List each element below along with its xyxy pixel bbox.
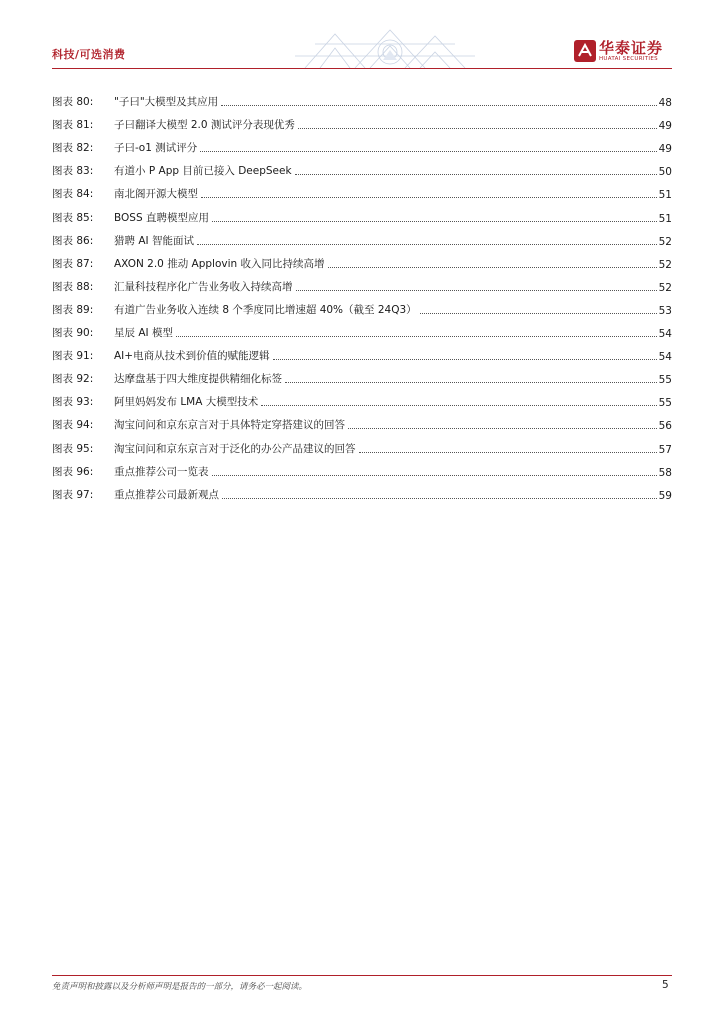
toc-figure-title: 子曰翻译大模型 2.0 测试评分表现优秀 bbox=[114, 119, 295, 132]
toc-figure-number: 图表 82: bbox=[52, 142, 94, 155]
toc-dot-leader bbox=[328, 267, 657, 268]
toc-figure-number: 图表 83: bbox=[52, 165, 94, 178]
toc-page-number: 51 bbox=[658, 212, 672, 225]
footer-disclaimer: 免责声明和披露以及分析师声明是报告的一部分，请务必一起阅读。 bbox=[52, 982, 308, 992]
toc-entry[interactable] bbox=[52, 409, 672, 432]
toc-page-number: 56 bbox=[658, 420, 672, 433]
toc-page-number: 57 bbox=[658, 443, 672, 456]
toc-figure-title: 阿里妈妈发布 LMA 大模型技术 bbox=[114, 396, 259, 409]
toc-page-number: 55 bbox=[658, 374, 672, 387]
toc-entry[interactable] bbox=[52, 178, 672, 201]
toc-entry[interactable] bbox=[52, 271, 672, 294]
toc-figure-number: 图表 95: bbox=[52, 442, 94, 455]
toc-figure-number: 图表 81: bbox=[52, 119, 94, 132]
logo-text-cn: 华泰证券 bbox=[599, 39, 664, 57]
toc-page-number: 59 bbox=[658, 489, 672, 502]
toc-page-number: 54 bbox=[658, 351, 672, 364]
figure-list bbox=[52, 86, 672, 502]
toc-entry[interactable] bbox=[52, 248, 672, 271]
toc-figure-number: 图表 97: bbox=[52, 488, 94, 501]
toc-figure-title: 星辰 AI 模型 bbox=[114, 327, 173, 340]
logo-text-en: HUATAI SECURITIES bbox=[599, 56, 658, 62]
toc-entry[interactable] bbox=[52, 225, 672, 248]
toc-dot-leader bbox=[359, 452, 657, 453]
toc-figure-title: AI+电商从技术到价值的赋能逻辑 bbox=[114, 350, 270, 363]
toc-dot-leader bbox=[222, 498, 657, 499]
toc-figure-number: 图表 96: bbox=[52, 465, 94, 478]
toc-entry[interactable] bbox=[52, 432, 672, 455]
toc-dot-leader bbox=[348, 428, 657, 429]
toc-entry[interactable] bbox=[52, 294, 672, 317]
toc-figure-number: 图表 91: bbox=[52, 350, 94, 363]
toc-figure-title: 南北阁开源大模型 bbox=[114, 188, 198, 201]
toc-dot-leader bbox=[296, 290, 657, 291]
toc-dot-leader bbox=[295, 174, 657, 175]
toc-figure-title: 淘宝问问和京东京言对于泛化的办公产品建议的回答 bbox=[114, 442, 356, 455]
toc-figure-number: 图表 86: bbox=[52, 234, 94, 247]
toc-dot-leader bbox=[200, 151, 656, 152]
section-title: 科技/可选消费 bbox=[52, 48, 126, 61]
toc-figure-title: 有道小 P App 目前已接入 DeepSeek bbox=[114, 165, 292, 178]
toc-entry[interactable] bbox=[52, 340, 672, 363]
toc-figure-number: 图表 94: bbox=[52, 419, 94, 432]
toc-entry[interactable] bbox=[52, 155, 672, 178]
toc-page-number: 52 bbox=[658, 258, 672, 271]
toc-figure-title: AXON 2.0 推动 Applovin 收入同比持续高增 bbox=[114, 257, 325, 270]
huatai-logo-icon bbox=[574, 40, 596, 62]
toc-figure-number: 图表 90: bbox=[52, 327, 94, 340]
toc-entry[interactable] bbox=[52, 201, 672, 224]
toc-page-number: 48 bbox=[658, 97, 672, 110]
toc-dot-leader bbox=[212, 221, 657, 222]
toc-figure-title: 达摩盘基于四大维度提供精细化标签 bbox=[114, 373, 282, 386]
toc-figure-title: 淘宝问问和京东京言对于具体特定穿搭建议的回答 bbox=[114, 419, 345, 432]
toc-page-number: 54 bbox=[658, 328, 672, 341]
header-decoration-graphic bbox=[295, 26, 475, 68]
toc-dot-leader bbox=[298, 128, 657, 129]
toc-page-number: 52 bbox=[658, 281, 672, 294]
toc-page-number: 58 bbox=[658, 466, 672, 479]
toc-figure-number: 图表 88: bbox=[52, 280, 94, 293]
toc-dot-leader bbox=[201, 197, 657, 198]
toc-dot-leader bbox=[212, 475, 657, 476]
toc-entry[interactable] bbox=[52, 86, 672, 109]
toc-dot-leader bbox=[176, 336, 657, 337]
toc-page-number: 53 bbox=[658, 304, 672, 317]
toc-figure-number: 图表 84: bbox=[52, 188, 94, 201]
toc-figure-number: 图表 93: bbox=[52, 396, 94, 409]
toc-entry[interactable] bbox=[52, 363, 672, 386]
toc-entry[interactable] bbox=[52, 479, 672, 502]
toc-entry[interactable] bbox=[52, 386, 672, 409]
toc-figure-title: 有道广告业务收入连续 8 个季度同比增速超 40%（截至 24Q3） bbox=[114, 303, 417, 316]
toc-figure-title: 子曰-o1 测试评分 bbox=[114, 142, 198, 155]
toc-dot-leader bbox=[221, 105, 656, 106]
toc-entry[interactable] bbox=[52, 109, 672, 132]
toc-entry[interactable] bbox=[52, 132, 672, 155]
toc-figure-title: 猎聘 AI 智能面试 bbox=[114, 234, 194, 247]
toc-figure-number: 图表 92: bbox=[52, 373, 94, 386]
toc-figure-title: "子曰"大模型及其应用 bbox=[114, 96, 219, 109]
toc-page-number: 52 bbox=[658, 235, 672, 248]
toc-figure-number: 图表 89: bbox=[52, 303, 94, 316]
toc-figure-number: 图表 87: bbox=[52, 257, 94, 270]
toc-page-number: 50 bbox=[658, 166, 672, 179]
toc-figure-number: 图表 80: bbox=[52, 96, 94, 109]
page-number: 5 bbox=[662, 979, 669, 991]
toc-dot-leader bbox=[197, 244, 657, 245]
toc-figure-title: 重点推荐公司最新观点 bbox=[114, 488, 219, 501]
toc-figure-title: 汇量科技程序化广告业务收入持续高增 bbox=[114, 280, 293, 293]
huatai-logo bbox=[574, 38, 674, 66]
toc-figure-number: 图表 85: bbox=[52, 211, 94, 224]
toc-page-number: 49 bbox=[658, 143, 672, 156]
toc-entry[interactable] bbox=[52, 456, 672, 479]
header-divider bbox=[52, 68, 672, 69]
toc-figure-title: 重点推荐公司一览表 bbox=[114, 465, 209, 478]
toc-dot-leader bbox=[261, 405, 656, 406]
toc-dot-leader bbox=[273, 359, 657, 360]
toc-figure-title: BOSS 直聘模型应用 bbox=[114, 211, 209, 224]
toc-page-number: 55 bbox=[658, 397, 672, 410]
toc-page-number: 51 bbox=[658, 189, 672, 202]
toc-page-number: 49 bbox=[658, 120, 672, 133]
toc-dot-leader bbox=[285, 382, 657, 383]
footer-divider bbox=[52, 975, 672, 976]
toc-dot-leader bbox=[420, 313, 657, 314]
toc-entry[interactable] bbox=[52, 317, 672, 340]
